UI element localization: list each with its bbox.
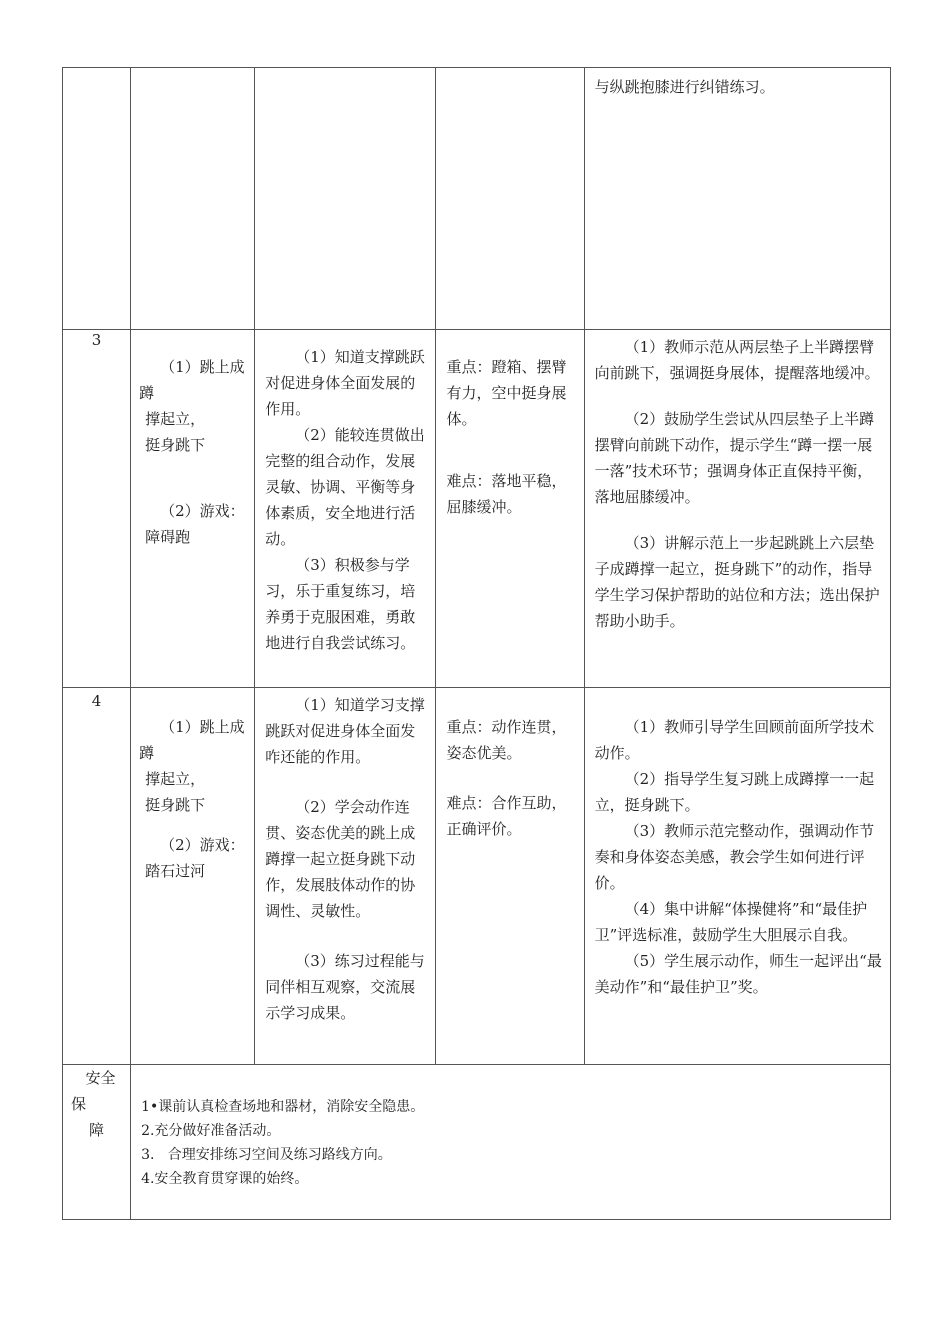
cell-empty <box>436 68 584 330</box>
safety-item: 1•课前认真检查场地和器材，消除安全隐患。 <box>141 1099 425 1115</box>
key-points-cell <box>436 330 584 688</box>
difficulty: 难点：合作互助，正确评价。 <box>446 794 567 838</box>
content-line: 挺身跳下 <box>145 796 206 814</box>
key-points: 重点：动作连贯，姿态优美。 <box>446 718 567 762</box>
key-points-cell <box>436 688 584 1065</box>
method-item: （1）教师示范从两层垫子上半蹲摆臂向前跳下，强调挺身展体，提醒落地缓冲。 <box>594 338 880 382</box>
goals-cell <box>255 330 436 688</box>
methods-cell <box>584 330 890 688</box>
method-item: （2）鼓励学生尝试从四层垫子上半蹲摆臂向前跳下动作，提示学生“蹲一摆一展一落”技术环节；强调身体正直保持平衡，落地屈膝缓冲。 <box>594 410 875 506</box>
method-item: （3）教师示范完整动作，强调动作节奏和身体姿态美感，教会学生如何进行评价。 <box>594 822 875 892</box>
content-line: 撑起立， <box>145 770 206 788</box>
safety-label-cell <box>63 1065 131 1220</box>
cell-empty <box>255 68 436 330</box>
goal-item: （1）知道支撑跳跃对促进身体全面发展的作用。 <box>265 348 425 418</box>
goal-item: （1）知道学习支撑跳跃对促进身体全面发咋还能的作用。 <box>265 696 425 766</box>
table-row-lesson-4 <box>63 688 891 1065</box>
safety-label <box>63 1065 130 1183</box>
lesson-plan-table <box>62 67 891 1220</box>
lesson-number: 4 <box>91 692 102 710</box>
goal-item: （2）能较连贯做出完整的组合动作，发展灵敏、协调、平衡等身体素质，安全地进行活动。 <box>265 426 425 548</box>
lesson-number-cell <box>63 330 131 688</box>
table-row-lesson-3 <box>63 330 891 688</box>
content-line: （2）游戏： <box>160 836 245 854</box>
method-item: （4）集中讲解“体操健将”和“最佳护卫”评选标准，鼓励学生大胆展示自我。 <box>594 900 868 944</box>
lesson-number: 3 <box>91 331 102 349</box>
goals-cell <box>255 688 436 1065</box>
content-line: 踏石过河 <box>145 862 206 880</box>
content-line: 挺身跳下 <box>145 436 206 454</box>
cell-empty <box>63 68 131 330</box>
content-cell <box>131 688 255 1065</box>
safety-item: 3. 合理安排练习空间及练习路线方向。 <box>141 1147 392 1163</box>
safety-label-line: 障 <box>89 1121 105 1139</box>
difficulty: 难点：落地平稳，屈膝缓冲。 <box>446 472 567 516</box>
method-item: （2）指导学生复习跳上成蹲撑一一起立，挺身跳下。 <box>594 770 875 814</box>
safety-item: 4.安全教育贯穿课的始终。 <box>141 1171 309 1187</box>
content-line: 撑起立， <box>145 410 206 428</box>
table-row-continuation <box>63 68 891 330</box>
safety-list-cell <box>131 1065 891 1220</box>
table-row-safety <box>63 1065 891 1220</box>
safety-label-line: 保 <box>71 1095 87 1113</box>
content-line: 障碍跑 <box>145 528 191 546</box>
cell-methods <box>584 68 890 330</box>
safety-item: 2.充分做好准备活动。 <box>141 1123 281 1139</box>
methods-text: 与纵跳抱膝进行纠错练习。 <box>594 78 775 96</box>
content-line: （1）跳上成蹲 <box>139 718 245 762</box>
content-line: （1）跳上成蹲 <box>139 358 245 402</box>
lesson-number-cell <box>63 688 131 1065</box>
method-item: （1）教师引导学生回顾前面所学技术动作。 <box>594 718 875 762</box>
goal-item: （3）练习过程能与同伴相互观察，交流展示学习成果。 <box>265 952 425 1022</box>
key-points: 重点：蹬箱、摆臂有力，空中挺身展体。 <box>446 358 567 428</box>
goal-item: （3）积极参与学习，乐于重复练习，培养勇于克服困难，勇敢地进行自我尝试练习。 <box>265 556 416 652</box>
content-line: （2）游戏： <box>160 502 245 520</box>
methods-cell <box>584 688 890 1065</box>
goal-item: （2）学会动作连贯、姿态优美的跳上成蹲撑一起立挺身跳下动作，发展肢体动作的协调性、灵敏性。 <box>265 798 416 920</box>
method-item: （5）学生展示动作，师生一起评出“最美动作”和“最佳护卫”奖。 <box>594 952 882 996</box>
cell-empty <box>131 68 255 330</box>
content-cell <box>131 330 255 688</box>
safety-label-line: 安全 <box>85 1069 116 1087</box>
method-item: （3）讲解示范上一步起跳跳上六层垫子成蹲撑一起立，挺身跳下”的动作，指导学生学习保护帮助的站位和方法；选出保护帮助小助手。 <box>594 534 880 630</box>
safety-list <box>131 1065 890 1191</box>
